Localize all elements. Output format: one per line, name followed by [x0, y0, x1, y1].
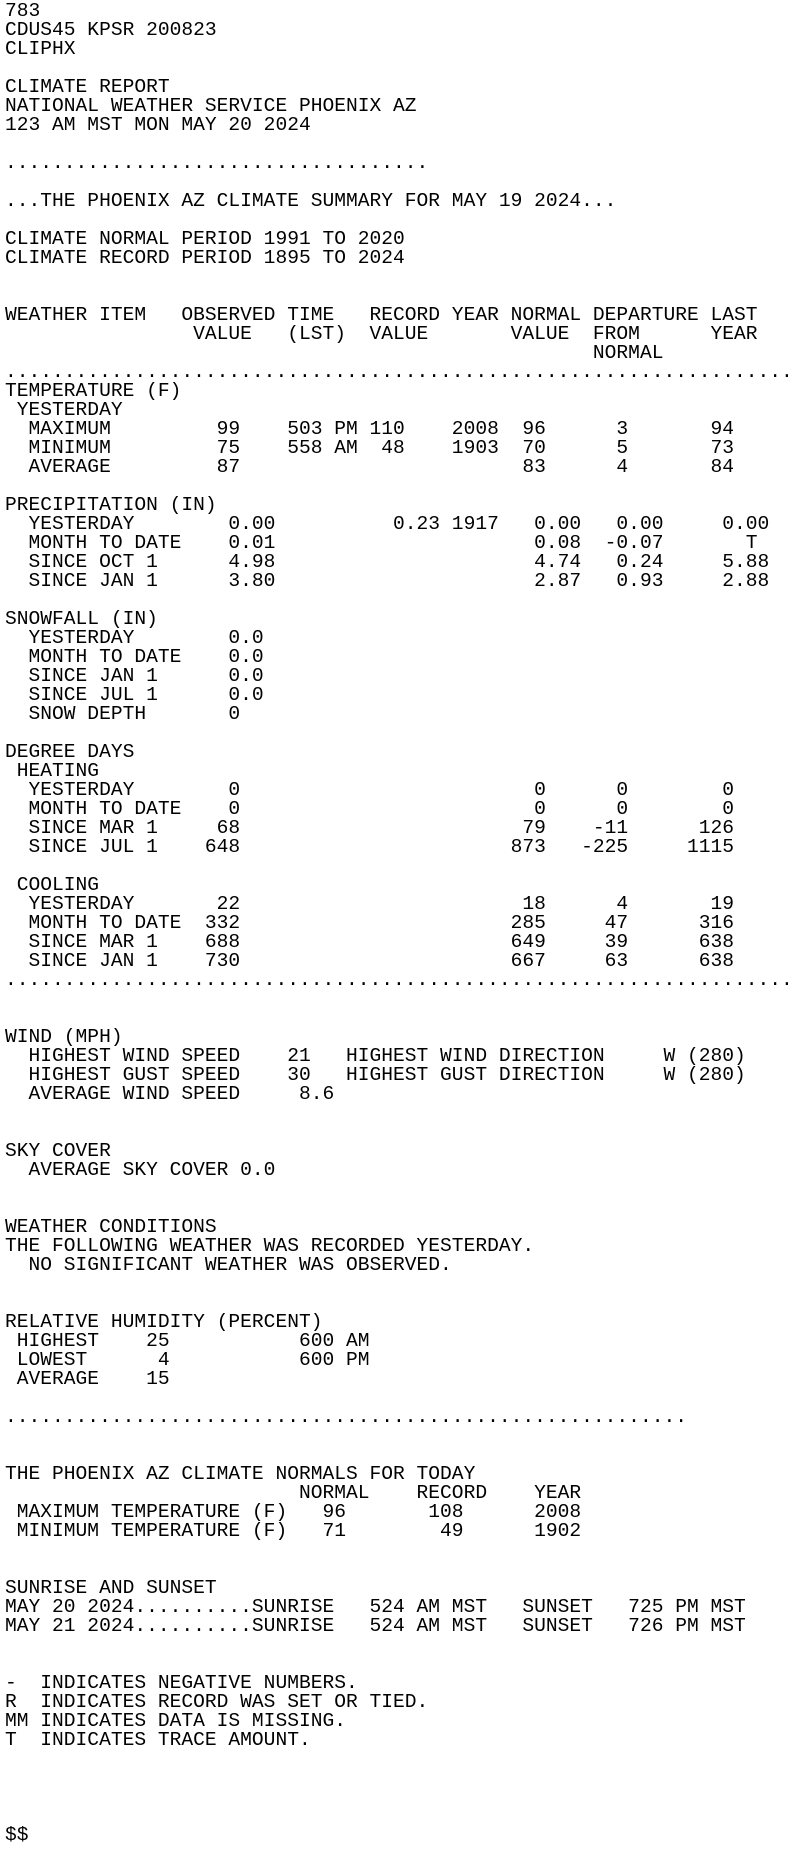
report-line: SINCE JAN 1 3.80 2.87 0.93 2.88 — [5, 570, 770, 592]
report-line — [5, 268, 810, 287]
report-line: COOLING — [5, 874, 100, 896]
report-line: R INDICATES RECORD WAS SET OR TIED. — [5, 1691, 429, 1713]
report-line: .......................................................... — [5, 1406, 687, 1428]
report-line — [5, 990, 810, 1009]
report-line: WEATHER ITEM OBSERVED TIME RECORD YEAR NORMAL DEPARTURE LAST — [5, 304, 758, 326]
report-line: PRECIPITATION (IN) — [5, 494, 217, 516]
report-line: YESTERDAY 22 18 4 19 — [5, 893, 735, 915]
report-line: HIGHEST GUST SPEED 30 HIGHEST GUST DIRECTION W (280) — [5, 1064, 746, 1086]
report-line: MAY 21 2024..........SUNRISE 524 AM MST SUNSET 726 PM MST — [5, 1615, 746, 1637]
report-line: SNOW DEPTH 0 — [5, 703, 241, 725]
report-line — [5, 1541, 810, 1560]
report-line: MONTH TO DATE 0 0 0 0 — [5, 798, 735, 820]
report-line: SKY COVER — [5, 1140, 111, 1162]
report-line: NORMAL RECORD YEAR — [5, 1482, 582, 1504]
report-line: MAY 20 2024..........SUNRISE 524 AM MST SUNSET 725 PM MST — [5, 1596, 746, 1618]
report-line: WEATHER CONDITIONS — [5, 1216, 217, 1238]
report-line: MONTH TO DATE 0.0 — [5, 646, 264, 668]
report-line: WIND (MPH) — [5, 1026, 123, 1048]
report-line — [5, 1427, 810, 1446]
report-line: SINCE OCT 1 4.98 4.74 0.24 5.88 — [5, 551, 770, 573]
report-line: MINIMUM TEMPERATURE (F) 71 49 1902 — [5, 1520, 582, 1542]
report-line: YESTERDAY 0.0 — [5, 627, 264, 649]
report-line: SINCE JAN 1 0.0 — [5, 665, 264, 687]
report-line: CLIPHX — [5, 38, 76, 60]
report-line — [5, 1750, 810, 1769]
report-line: MONTH TO DATE 0.01 0.08 -0.07 T — [5, 532, 758, 554]
report-line: NO SIGNIFICANT WEATHER WAS OBSERVED. — [5, 1254, 452, 1276]
report-line: 783 — [5, 0, 41, 22]
report-line — [5, 857, 810, 876]
report-line — [5, 1636, 810, 1655]
report-line: DEGREE DAYS — [5, 741, 135, 763]
report-line: SINCE MAR 1 688 649 39 638 — [5, 931, 735, 953]
report-line — [5, 1104, 810, 1123]
report-line: CLIMATE NORMAL PERIOD 1991 TO 2020 — [5, 228, 405, 250]
report-line: SINCE JAN 1 730 667 63 638 — [5, 950, 735, 972]
report-line: HIGHEST WIND SPEED 21 HIGHEST WIND DIRECTION W (280) — [5, 1045, 746, 1067]
report-line: MAXIMUM 99 503 PM 110 2008 96 3 94 — [5, 418, 735, 440]
report-line: THE PHOENIX AZ CLIMATE NORMALS FOR TODAY — [5, 1463, 476, 1485]
report-line — [5, 1807, 810, 1826]
report-line: SINCE JUL 1 0.0 — [5, 684, 264, 706]
report-line: AVERAGE SKY COVER 0.0 — [5, 1159, 276, 1181]
report-line — [5, 1769, 810, 1788]
report-line: YESTERDAY 0 0 0 0 — [5, 779, 735, 801]
report-line: RELATIVE HUMIDITY (PERCENT) — [5, 1311, 323, 1333]
report-line: VALUE (LST) VALUE VALUE FROM YEAR — [5, 323, 758, 345]
report-line: SUNRISE AND SUNSET — [5, 1577, 217, 1599]
report-line: CLIMATE RECORD PERIOD 1895 TO 2024 — [5, 247, 405, 269]
report-line: T INDICATES TRACE AMOUNT. — [5, 1729, 311, 1751]
report-line: $$ — [5, 1824, 29, 1846]
report-line: NATIONAL WEATHER SERVICE PHOENIX AZ — [5, 95, 417, 117]
report-line: SINCE JUL 1 648 873 -225 1115 — [5, 836, 735, 858]
report-line: 123 AM MST MON MAY 20 2024 — [5, 114, 311, 136]
report-line: AVERAGE WIND SPEED 8.6 — [5, 1083, 335, 1105]
report-line: AVERAGE 15 — [5, 1368, 170, 1390]
report-line: MINIMUM 75 558 AM 48 1903 70 5 73 — [5, 437, 735, 459]
report-line: LOWEST 4 600 PM — [5, 1349, 370, 1371]
report-line — [5, 1275, 810, 1294]
report-line: .................................... — [5, 152, 429, 174]
report-line: - INDICATES NEGATIVE NUMBERS. — [5, 1672, 358, 1694]
report-line — [5, 1180, 810, 1199]
report-line — [5, 1123, 810, 1142]
report-line: CDUS45 KPSR 200823 — [5, 19, 217, 41]
report-line: CLIMATE REPORT — [5, 76, 170, 98]
report-line: ...THE PHOENIX AZ CLIMATE SUMMARY FOR MAY 19 2024... — [5, 190, 617, 212]
report-line: MM INDICATES DATA IS MISSING. — [5, 1710, 346, 1732]
report-line: ................................................................... — [5, 361, 793, 383]
report-line: SNOWFALL (IN) — [5, 608, 158, 630]
report-line: AVERAGE 87 83 4 84 — [5, 456, 735, 478]
report-line: MONTH TO DATE 332 285 47 316 — [5, 912, 735, 934]
report-line — [5, 1788, 810, 1807]
report-line: SINCE MAR 1 68 79 -11 126 — [5, 817, 735, 839]
report-line: THE FOLLOWING WEATHER WAS RECORDED YESTERDAY. — [5, 1235, 535, 1257]
report-line: ................................................................... — [5, 969, 793, 991]
report-line: NORMAL — [5, 342, 664, 364]
report-line — [5, 1009, 810, 1028]
report-line: MAXIMUM TEMPERATURE (F) 96 108 2008 — [5, 1501, 582, 1523]
report-line: YESTERDAY — [5, 399, 123, 421]
report-line: YESTERDAY 0.00 0.23 1917 0.00 0.00 0.00 — [5, 513, 770, 535]
report-line: HIGHEST 25 600 AM — [5, 1330, 370, 1352]
report-line: TEMPERATURE (F) — [5, 380, 182, 402]
report-line: HEATING — [5, 760, 100, 782]
